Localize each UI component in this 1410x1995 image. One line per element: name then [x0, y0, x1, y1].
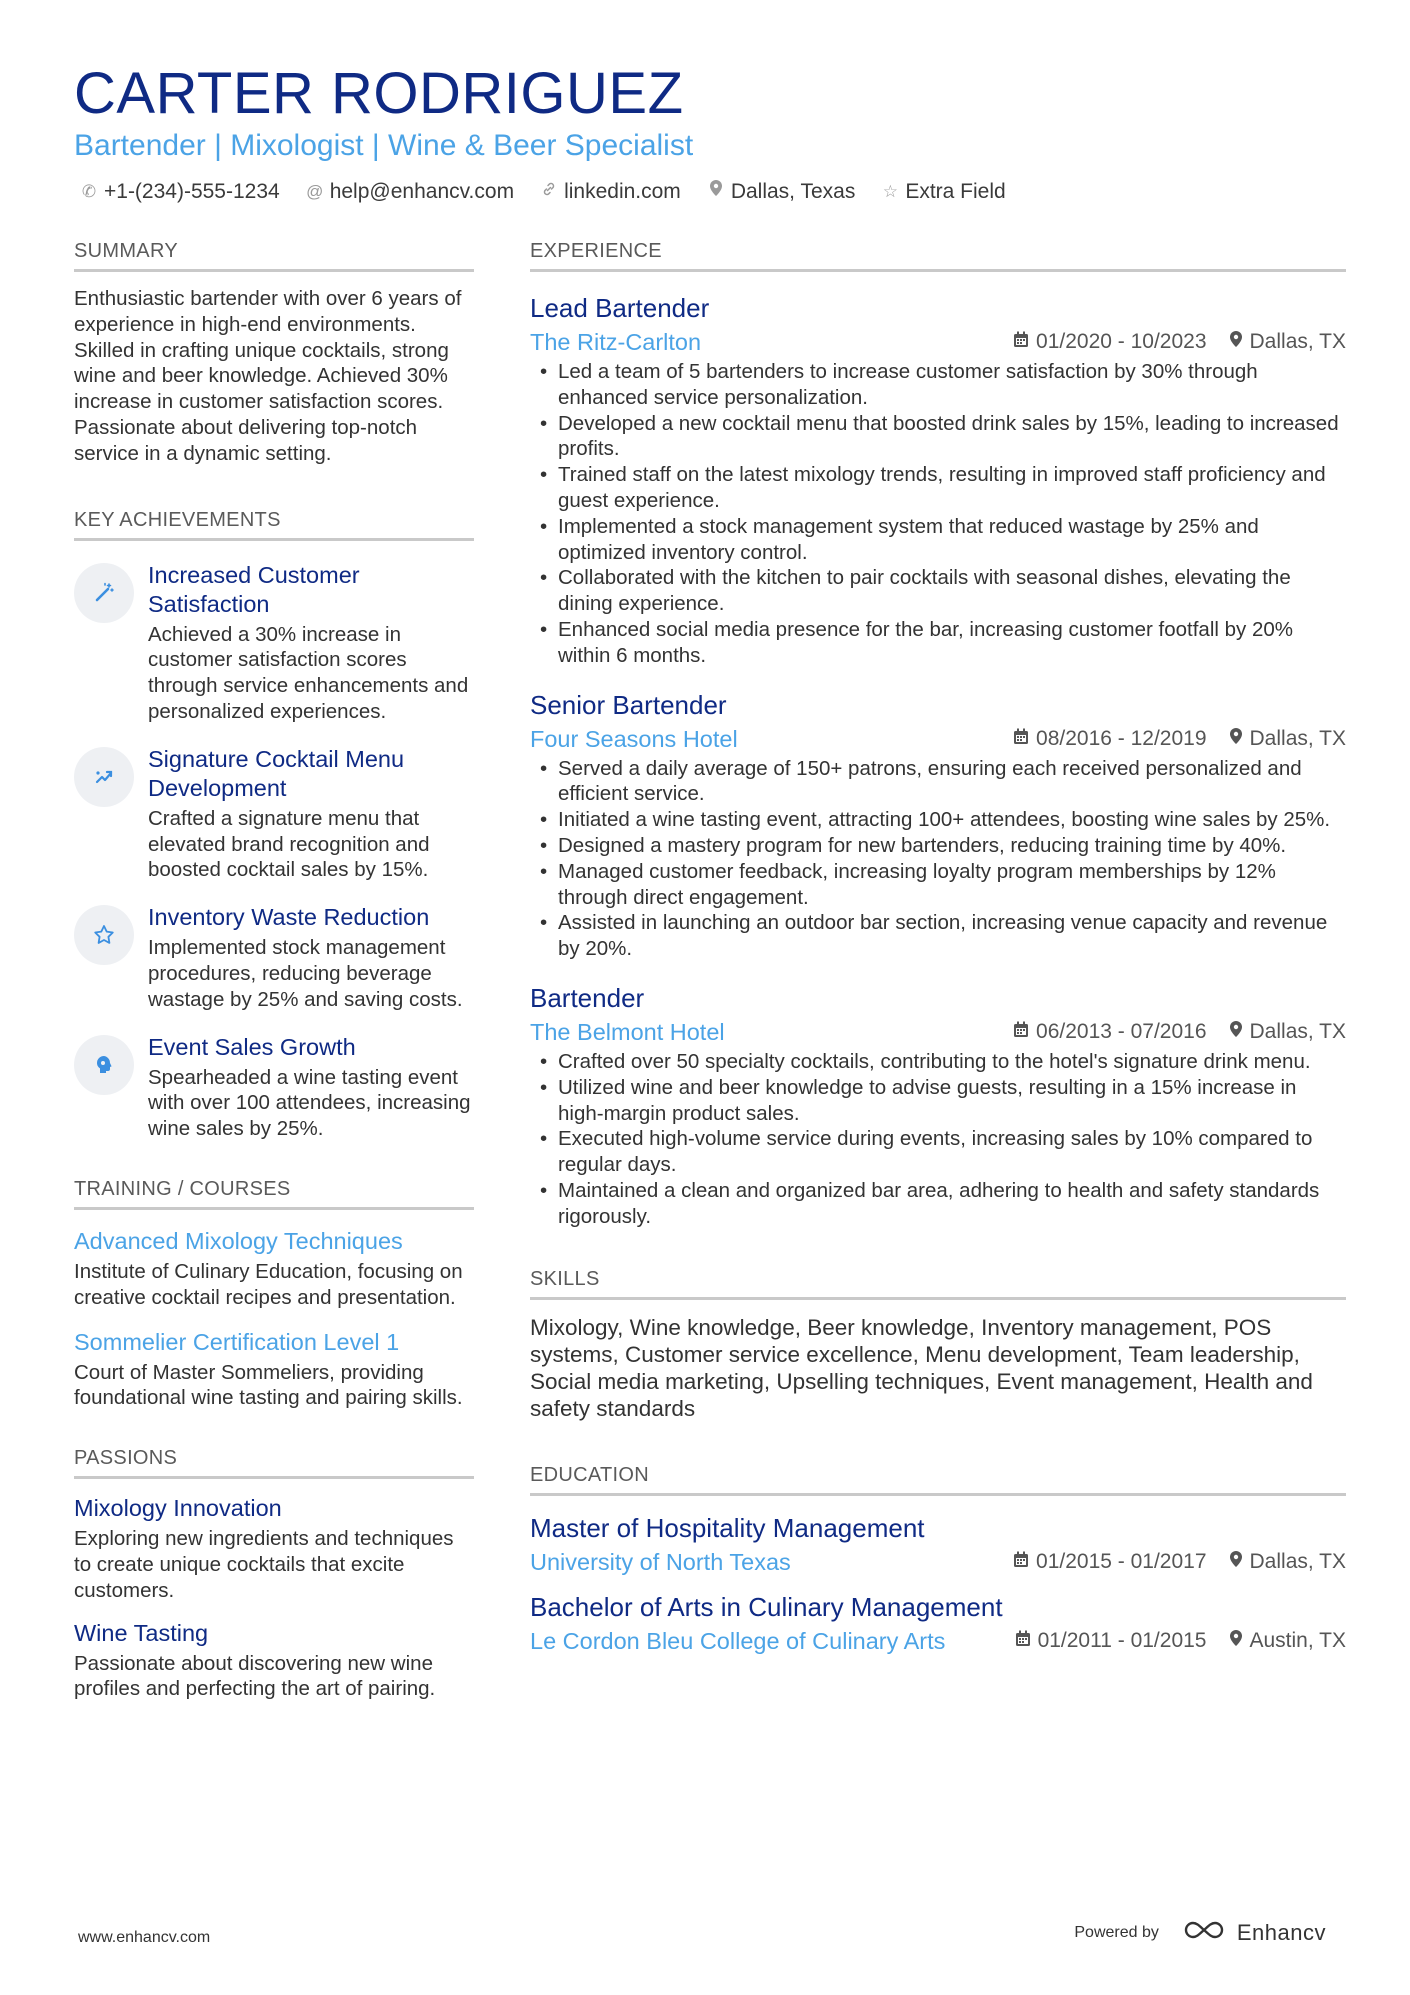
job-bullet: • Executed high-volume service during events, increasing sales by 10% compared to regular days. [530, 1126, 1346, 1178]
achievements-section [74, 507, 474, 1142]
job-entry [530, 689, 1346, 962]
job-bullet: • Collaborated with the kitchen to pair cocktails with seasonal dishes, elevating the dining experience. [530, 565, 1346, 617]
achievement-item [74, 903, 474, 1012]
job-dates: 08/2016 - 12/2019 [1036, 726, 1207, 750]
achievement-text: Achieved a 30% increase in customer satisfaction scores through service enhancements and personalized experiences. [148, 622, 469, 723]
course-text: Court of Master Sommeliers, providing foundational wine tasting and pairing skills. [74, 1360, 463, 1410]
link-icon [540, 178, 558, 206]
job-dates: 01/2020 - 10/2023 [1036, 330, 1207, 353]
passion-text: Exploring new ingredients and techniques to create unique cocktails that excite customers. [74, 1527, 454, 1602]
education-school: Le Cordon Bleu College of Culinary Arts [530, 1627, 946, 1654]
contact-email[interactable] [306, 178, 514, 206]
infinity-logo-icon [1181, 1918, 1227, 1947]
job-bullets [530, 1049, 1346, 1230]
location-icon [1229, 328, 1243, 356]
passions-heading: PASSIONS [74, 1445, 474, 1479]
star-icon: ☆ [882, 182, 898, 201]
job-location: Dallas, TX [1249, 1019, 1346, 1043]
education-school: University of North Texas [530, 1548, 791, 1575]
job-company: The Belmont Hotel [530, 1018, 725, 1045]
skills-text: Mixology, Wine knowledge, Beer knowledge, Inventory management, POS systems, Customer service excellence, Menu development, Team leadership, Social media marketing, Upselling techniques, Event management, Health and safety standards [530, 1314, 1313, 1421]
achievement-item [74, 561, 474, 725]
job-bullet: • Utilized wine and beer knowledge to advise guests, resulting in a 15% increase in high-margin product sales. [530, 1075, 1346, 1127]
location-icon [1229, 1018, 1243, 1046]
achievement-item [74, 1033, 474, 1142]
course-item [74, 1226, 474, 1311]
achievements-heading: KEY ACHIEVEMENTS [74, 507, 474, 541]
job-bullet: • Maintained a clean and organized bar area, adhering to health and safety standards rigorously. [530, 1178, 1346, 1230]
passion-text: Passionate about discovering new wine profiles and perfecting the art of pairing. [74, 1651, 436, 1701]
course-title: Advanced Mixology Techniques [74, 1227, 403, 1254]
job-bullet: • Led a team of 5 bartenders to increase customer satisfaction by 30% through enhanced service personalization. [530, 359, 1346, 411]
job-bullet: • Designed a mastery program for new bartenders, reducing training time by 40%. [530, 833, 1346, 859]
job-bullets [530, 359, 1346, 669]
contact-bar [80, 178, 1006, 206]
summary-heading: SUMMARY [74, 238, 474, 272]
job-company: The Ritz-Carlton [530, 329, 702, 355]
achievement-text: Implemented stock management procedures, reducing beverage wastage by 25% and saving costs. [148, 936, 463, 1011]
job-location: Dallas, TX [1249, 726, 1346, 750]
job-entry [530, 982, 1346, 1230]
job-bullets [530, 756, 1346, 962]
job-bullet: • Initiated a wine tasting event, attracting 100+ attendees, boosting wine sales by 25%. [530, 807, 1346, 833]
education-entry [530, 1591, 1346, 1656]
passions-section [74, 1445, 474, 1702]
brain-icon [74, 1035, 134, 1095]
calendar-icon [1013, 725, 1029, 753]
experience-heading: EXPERIENCE [530, 238, 1346, 272]
job-bullet: • Managed customer feedback, increasing loyalty program memberships by 12% through direct engagement. [530, 859, 1346, 911]
contact-phone[interactable] [80, 178, 280, 206]
calendar-icon [1013, 328, 1029, 356]
skills-heading: SKILLS [530, 1266, 1346, 1300]
job-title: Lead Bartender [530, 293, 710, 323]
location-icon [1229, 1548, 1243, 1576]
contact-email-text: help@enhancv.com [329, 180, 515, 203]
education-degree: Bachelor of Arts in Culinary Management [530, 1591, 1003, 1622]
passion-item [74, 1493, 474, 1603]
achievement-text: Spearheaded a wine tasting event with over 100 attendees, increasing wine sales by 25%. [148, 1065, 471, 1141]
education-location: Austin, TX [1249, 1628, 1346, 1652]
job-dates: 06/2013 - 07/2016 [1036, 1019, 1207, 1043]
job-title: Senior Bartender [530, 689, 727, 720]
achievement-item [74, 745, 474, 883]
education-section [530, 1462, 1346, 1656]
job-location: Dallas, TX [1249, 330, 1346, 353]
education-dates: 01/2011 - 01/2015 [1037, 1628, 1207, 1652]
summary-section [74, 238, 474, 467]
contact-extra-text: Extra Field [905, 180, 1006, 203]
training-section [74, 1176, 474, 1411]
contact-linkedin-text: linkedin.com [564, 180, 681, 203]
star-icon [74, 905, 134, 965]
powered-by-label: Powered by [1074, 1923, 1159, 1941]
passion-item [74, 1618, 474, 1703]
growth-arrow-icon [74, 747, 134, 807]
passion-title: Mixology Innovation [74, 1495, 282, 1522]
footer-branding [1074, 1918, 1326, 1947]
candidate-name: CARTER RODRIGUEZ [74, 61, 684, 126]
job-bullet: • Crafted over 50 specialty cocktails, contributing to the hotel's signature drink menu. [530, 1049, 1346, 1075]
left-column [74, 238, 474, 1702]
job-bullet: • Developed a new cocktail menu that boosted drink sales by 15%, leading to increased profits. [530, 411, 1346, 463]
location-icon [1229, 725, 1243, 753]
achievement-text: Crafted a signature menu that elevated brand recognition and boosted cocktail sales by 15%. [148, 806, 430, 882]
skills-section [530, 1266, 1346, 1422]
magic-wand-icon [74, 563, 134, 623]
job-entry [530, 292, 1346, 669]
contact-phone-text: +1-(234)-555-1234 [104, 180, 280, 203]
summary-text: Enthusiastic bartender with over 6 years of experience in high-end environments. Skilled in crafting unique cocktails, strong wine and beer knowledge. Achieved 30% increase in customer satisfaction scores. Passionate about delivering top-notch service in a dynamic setting. [74, 287, 462, 465]
job-title: Bartender [530, 982, 645, 1013]
achievement-title: Signature Cocktail Menu Development [148, 745, 405, 801]
achievement-title: Increased Customer Satisfaction [148, 561, 360, 617]
contact-linkedin[interactable] [540, 178, 681, 206]
at-icon: @ [306, 182, 324, 201]
candidate-tagline: Bartender | Mixologist | Wine & Beer Specialist [74, 129, 694, 162]
phone-icon: ✆ [81, 182, 97, 201]
calendar-icon [1015, 1627, 1031, 1655]
location-icon [707, 178, 725, 206]
education-heading: EDUCATION [530, 1462, 1346, 1496]
contact-location-text: Dallas, Texas [730, 180, 856, 203]
achievement-title: Event Sales Growth [148, 1033, 356, 1060]
education-location: Dallas, TX [1249, 1549, 1346, 1573]
job-bullet: • Served a daily average of 150+ patrons, ensuring each received personalized and efficient service. [530, 756, 1346, 808]
enhancv-logo[interactable] [1181, 1918, 1326, 1947]
job-bullet: • Enhanced social media presence for the bar, increasing customer footfall by 20% within 6 months. [530, 617, 1346, 669]
calendar-icon [1013, 1018, 1029, 1046]
location-icon [1229, 1627, 1243, 1655]
job-company: Four Seasons Hotel [530, 725, 738, 752]
job-bullet: • Assisted in launching an outdoor bar section, increasing venue capacity and revenue by 20%. [530, 910, 1346, 962]
contact-location [707, 178, 856, 206]
training-heading: TRAINING / COURSES [74, 1176, 474, 1210]
education-entry [530, 1512, 1346, 1577]
course-title: Sommelier Certification Level 1 [74, 1328, 400, 1355]
experience-section [530, 238, 1346, 1230]
achievement-title: Inventory Waste Reduction [148, 904, 430, 931]
footer-website[interactable]: www.enhancv.com [78, 1929, 211, 1946]
contact-extra [881, 178, 1005, 206]
job-bullet: • Trained staff on the latest mixology trends, resulting in improved staff proficiency and guest experience. [530, 462, 1346, 514]
passion-title: Wine Tasting [74, 1619, 209, 1646]
course-text: Institute of Culinary Education, focusing on creative cocktail recipes and presentation. [74, 1259, 463, 1309]
education-dates: 01/2015 - 01/2017 [1036, 1549, 1207, 1573]
course-item [74, 1327, 474, 1412]
right-column [530, 238, 1346, 1656]
job-bullet: • Implemented a stock management system that reduced wastage by 25% and optimized inventory control. [530, 514, 1346, 566]
brand-name: Enhancv [1236, 1919, 1326, 1945]
calendar-icon [1013, 1548, 1029, 1576]
education-degree: Master of Hospitality Management [530, 1512, 925, 1543]
